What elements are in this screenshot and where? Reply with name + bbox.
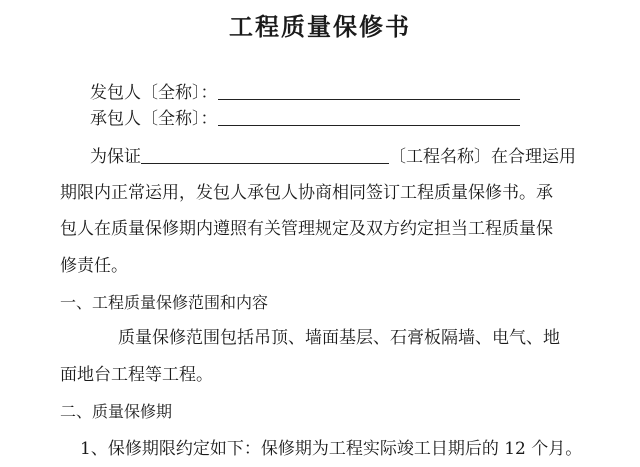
paragraph-line: 包人在质量保修期内遵照有关管理规定及双方约定担当工程质量保	[60, 219, 553, 239]
contractor-label: 发包人〔全称〕：	[90, 83, 218, 103]
guarantee-prefix: 为保证	[90, 147, 141, 167]
document-title: 工程质量保修书	[229, 13, 411, 41]
project-name-blank[interactable]	[141, 145, 389, 164]
builder-label: 承包人〔全称〕：	[90, 109, 218, 129]
contractor-name-blank[interactable]	[218, 81, 520, 100]
paragraph-line: 修责任。	[60, 256, 128, 276]
section-heading-scope: 一、工程质量保修范围和内容	[60, 293, 269, 312]
contractor-row	[90, 80, 520, 106]
builder-name-blank[interactable]	[218, 107, 520, 126]
paragraph-line: 质量保修范围包括吊顶、墙面基层、石膏板隔墙、电气、地	[118, 328, 560, 348]
guarantee-project-text: 〔工程名称〕在合理运用	[389, 147, 576, 167]
guarantee-row	[90, 144, 576, 170]
section-heading-period: 二、质量保修期	[60, 402, 173, 421]
paragraph-line: 期限内正常运用，发包人承包人协商相同签订工程质量保修书。承	[60, 183, 553, 203]
warranty-term-item: 1、保修期限约定如下：保修期为工程实际竣工日期后的 12 个月。	[80, 439, 583, 459]
builder-row	[90, 106, 520, 132]
paragraph-line: 面地台工程等工程。	[60, 365, 213, 385]
